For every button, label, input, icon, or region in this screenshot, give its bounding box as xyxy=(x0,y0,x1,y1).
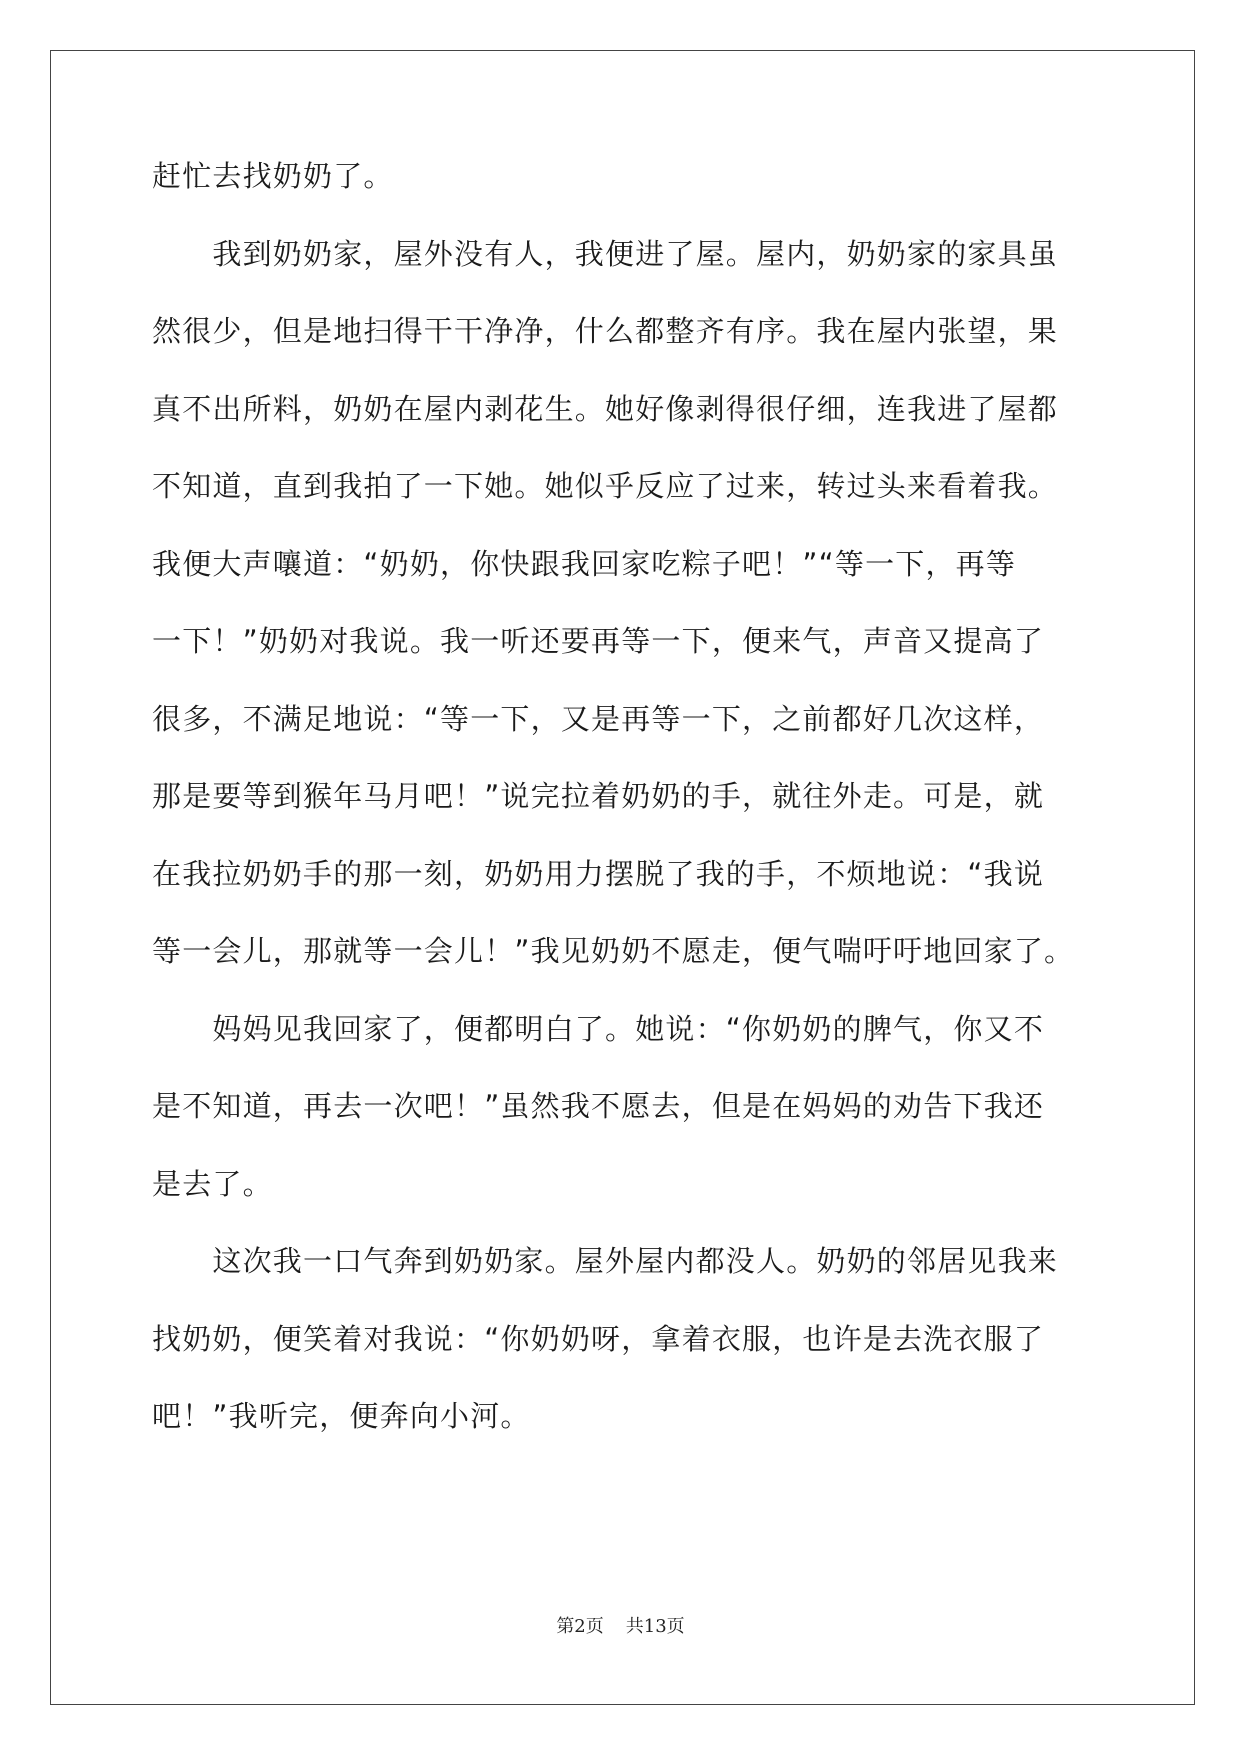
text-line: 很多，不满足地说：“等一下，又是再等一下，之前都好几次这样， xyxy=(152,701,1045,736)
page-footer xyxy=(0,1612,1241,1638)
text-line: 赶忙去找奶奶了。 xyxy=(152,159,394,193)
text-line: 找奶奶，便笑着对我说：“你奶奶呀，拿着衣服，也许是去洗衣服了 xyxy=(152,1321,1045,1356)
text-line: 一下！”奶奶对我说。我一听还要再等一下，便来气，声音又提高了 xyxy=(152,624,1045,658)
text-line: 是去了。 xyxy=(152,1166,273,1201)
text-line: 那是要等到猴年马月吧！”说完拉着奶奶的手，就往外走。可是，就 xyxy=(152,779,1045,813)
document-body xyxy=(152,158,1092,1476)
text-line: 吧！”我听完，便奔向小河。 xyxy=(152,1399,531,1433)
text-line: 我便大声嚷道：“奶奶，你快跟我回家吃粽子吧！”“等一下，再等 xyxy=(152,546,1017,581)
page-total: 共13页 xyxy=(625,1616,685,1637)
text-line: 是不知道，再去一次吧！”虽然我不愿去，但是在妈妈的劝告下我还 xyxy=(152,1089,1045,1123)
text-line: 在我拉奶奶手的那一刻，奶奶用力摆脱了我的手，不烦地说：“我说 xyxy=(152,856,1045,891)
text-line: 等一会儿，那就等一会儿！”我见奶奶不愿走，便气喘吁吁地回家了。 xyxy=(152,934,1075,968)
page-number: 第2页 xyxy=(556,1616,604,1637)
text-line: 然很少，但是地扫得干干净净，什么都整齐有序。我在屋内张望，果 xyxy=(152,314,1059,348)
text-line: 这次我一口气奔到奶奶家。屋外屋内都没人。奶奶的邻居见我来 xyxy=(152,1244,1059,1278)
text-line: 我到奶奶家，屋外没有人，我便进了屋。屋内，奶奶家的家具虽 xyxy=(152,236,1059,271)
text-line: 妈妈见我回家了，便都明白了。她说：“你奶奶的脾气，你又不 xyxy=(152,1011,1045,1046)
text-line: 真不出所料，奶奶在屋内剥花生。她好像剥得很仔细，连我进了屋都 xyxy=(152,391,1059,426)
text-line: 不知道，直到我拍了一下她。她似乎反应了过来，转过头来看着我。 xyxy=(152,469,1059,503)
